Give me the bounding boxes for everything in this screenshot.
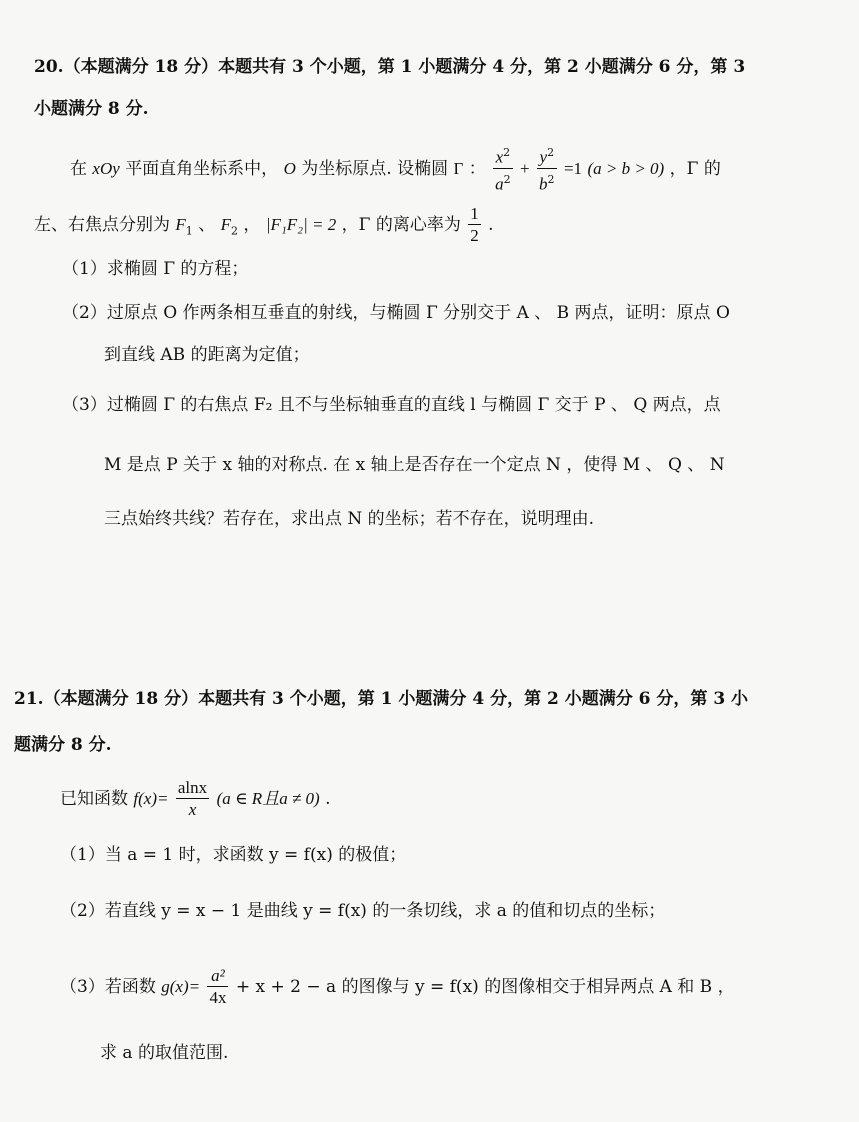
q20-part3-line1: （3）过椭圆 Γ 的右焦点 F₂ 且不与坐标轴垂直的直线 l 与椭圆 Γ 交于 P 、 Q 两点，点 <box>62 395 721 415</box>
q21-part3-line1 <box>60 960 735 1014</box>
q21-cond: (a ∈ R且a ≠ 0) <box>216 789 320 808</box>
q20-l2-b: ，Γ 的离心率为 <box>341 215 461 235</box>
q20-intro-a: 在 <box>70 159 87 179</box>
q21-header-line2: 题满分 8 分. <box>14 735 112 755</box>
q20-intro-b: 平面直角坐标系中， <box>125 159 279 179</box>
q20-part1: （1）求椭圆 Γ 的方程； <box>62 259 249 279</box>
q20-abs: |F₁F₂| = 2 <box>265 215 337 234</box>
q20-frac-half: $\frac{1}{2}$ <box>470 204 479 245</box>
q21-intro-a: 已知函数 <box>60 789 128 809</box>
q20-l2-a: 左、右焦点分别为 <box>34 215 170 235</box>
q20-header-line2: 小题满分 8 分. <box>34 99 149 119</box>
q20-part2-line1: （2）过原点 O 作两条相互垂直的射线，与椭圆 Γ 分别交于 A 、 B 两点，证明：原点 O <box>62 303 730 323</box>
q21-header-line1: 21.（本题满分 18 分）本题共有 3 个小题，第 1 小题满分 4 分，第 2 小题满分 6 分，第 3 小 <box>14 689 749 709</box>
q20-gamma: Γ <box>453 159 464 178</box>
q21-part1: （1）当 a = 1 时，求函数 y = f(x) 的极值； <box>60 845 407 865</box>
q21-gx: g(x)= <box>161 977 201 996</box>
q20-plus: + <box>520 159 530 178</box>
q21-frac-a2-4x: $\frac{\text{a²}}{4x}$ <box>209 966 227 1007</box>
q20-line2: 左、右焦点分别为 $F_1$ 、 $F_2$ ， |F₁F₂| = 2 ，Γ 的离心率为 $\frac{1}{2}$ . <box>34 204 494 245</box>
q21-fx: f(x)= <box>133 789 169 808</box>
q20-xoy: xOy <box>92 159 120 178</box>
q20-part3-line2: M 是点 P 关于 x 轴的对称点. 在 x 轴上是否存在一个定点 N ，使得 M 、 Q 、 N <box>104 455 725 475</box>
q20-intro-c: 为坐标原点. 设椭圆 <box>301 159 449 179</box>
q21-p3-b: + x + 2 − a 的图像与 y = f(x) 的图像相交于相异两点 A 和 B ， <box>235 977 735 997</box>
q20-eq1: =1 <box>563 159 583 178</box>
q21-intro: 已知函数 f(x)= $\frac{alnx}{x}$ (a ∈ R且a ≠ 0) . <box>60 778 331 819</box>
q20-header-line1: 20.（本题满分 18 分）本题共有 3 个小题，第 1 小题满分 4 分，第 2 小题满分 6 分，第 3 <box>34 57 746 77</box>
q20-intro-d: ，Γ 的 <box>669 159 721 179</box>
q20-frac-x: $\frac{x^2}{a^2}$ <box>493 143 513 195</box>
q20-cond: (a > b > 0) <box>587 159 665 178</box>
q20-origin: O <box>283 159 296 178</box>
q21-part2: （2）若直线 y = x − 1 是曲线 y = f(x) 的一条切线，求 a 的值和切点的坐标； <box>60 901 666 921</box>
q21-part3-line2: 求 a 的取值范围. <box>100 1043 229 1063</box>
q21-frac-alnx: $\frac{alnx}{x}$ <box>177 778 208 819</box>
q20-colon: ： <box>468 159 486 179</box>
q20-intro <box>70 142 721 196</box>
q20-frac-y: $\frac{y^2}{b^2}$ <box>537 143 557 195</box>
q20-part3-line3: 三点始终共线？若存在，求出点 N 的坐标；若不存在，说明理由. <box>104 509 595 529</box>
q21-p3-a: （3）若函数 <box>60 977 156 997</box>
q20-part2-line2: 到直线 AB 的距离为定值； <box>104 345 310 365</box>
